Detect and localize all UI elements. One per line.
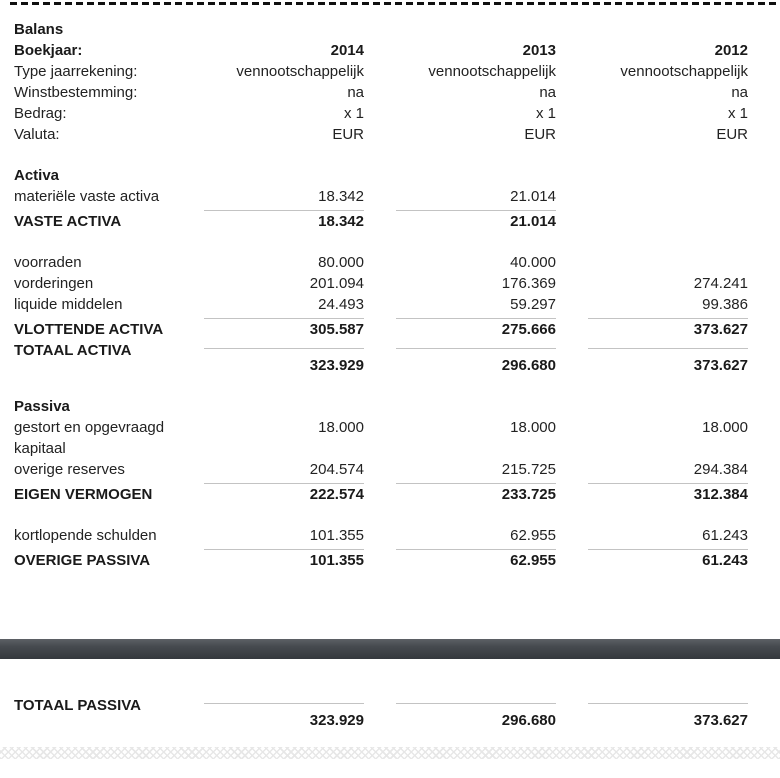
value-cell: x 1 [727, 105, 748, 122]
row-label: materiële vaste activa [14, 188, 160, 205]
table-row [14, 695, 748, 731]
value-cell: 59.297 [396, 294, 556, 319]
value-cell: 18.342 [318, 213, 364, 230]
value-cell: 204.574 [204, 459, 364, 484]
value-cell: 21.014 [396, 186, 556, 211]
table-row [14, 550, 748, 571]
table-row [14, 211, 748, 232]
row-label: voorraden [14, 254, 82, 271]
value-cell: x 1 [535, 105, 556, 122]
value-cell: vennootschappelijk [620, 63, 748, 80]
value-cell: 21.014 [510, 213, 556, 230]
value-cell: EUR [524, 126, 556, 143]
table-row [14, 82, 748, 103]
row-label: TOTAAL ACTIVA [14, 342, 132, 359]
table-row [14, 273, 748, 294]
value-cell: 18.000 [510, 419, 556, 436]
table-row [14, 61, 748, 82]
value-cell: 2014 [330, 42, 364, 59]
row-label: VASTE ACTIVA [14, 213, 122, 230]
table-row [14, 252, 748, 273]
horizontal-divider-bar [0, 639, 780, 659]
totaal-passiva-area [14, 695, 748, 731]
table-row [14, 294, 748, 319]
value-cell: 323.929 [204, 348, 364, 376]
value-cell: na [539, 84, 556, 101]
value-cell: 18.342 [204, 186, 364, 211]
value-cell: 233.725 [501, 486, 556, 503]
value-cell: 62.955 [396, 525, 556, 550]
value-cell: 275.666 [501, 321, 556, 338]
value-cell: EUR [332, 126, 364, 143]
row-label: OVERIGE PASSIVA [14, 552, 151, 569]
row-label: Winstbestemming: [14, 84, 138, 101]
row-label: Bedrag: [14, 105, 67, 122]
value-cell: 80.000 [318, 254, 364, 271]
value-cell: 62.955 [510, 552, 556, 569]
value-cell: 373.627 [588, 703, 748, 731]
row-label: liquide middelen [14, 296, 123, 313]
value-cell: 2013 [522, 42, 556, 59]
value-cell: 274.241 [693, 275, 748, 292]
balance-sheet-content [0, 5, 780, 571]
row-label: overige reserves [14, 461, 125, 478]
page-title: Balans [14, 21, 64, 38]
value-cell: 373.627 [693, 321, 748, 338]
row-label: vorderingen [14, 275, 94, 292]
value-cell: 373.627 [588, 348, 748, 376]
value-cell: EUR [716, 126, 748, 143]
value-cell: 312.384 [693, 486, 748, 503]
totals-footer [0, 695, 780, 731]
row-label: Valuta: [14, 126, 60, 143]
table-row [14, 186, 748, 211]
value-cell: 40.000 [510, 254, 556, 271]
row-label: Boekjaar: [14, 42, 83, 59]
value-cell: 2012 [714, 42, 748, 59]
value-cell: 101.355 [309, 552, 364, 569]
table-row [14, 340, 748, 376]
row-label: VLOTTENDE ACTIVA [14, 321, 164, 338]
value-cell: 201.094 [309, 275, 364, 292]
value-cell: 101.355 [204, 525, 364, 550]
value-cell: 305.587 [309, 321, 364, 338]
report-meta-rows [14, 40, 748, 145]
table-row [14, 459, 748, 484]
table-row [14, 417, 748, 459]
value-cell: 176.369 [501, 275, 556, 292]
row-label: TOTAAL PASSIVA [14, 697, 141, 714]
balance-sections [14, 165, 748, 571]
row-label: Type jaarrekening: [14, 63, 138, 80]
table-row [14, 525, 748, 550]
table-row [14, 319, 748, 340]
bottom-texture-strip [0, 747, 780, 759]
row-label: gestort en opgevraagd kapitaal [14, 419, 165, 457]
table-row [14, 484, 748, 505]
value-cell: 296.680 [396, 703, 556, 731]
value-cell: 61.243 [588, 525, 748, 550]
value-cell: 222.574 [309, 486, 364, 503]
value-cell: 18.000 [702, 419, 748, 436]
value-cell: 61.243 [702, 552, 748, 569]
spacer-row [14, 505, 748, 525]
value-cell: na [731, 84, 748, 101]
value-cell: vennootschappelijk [428, 63, 556, 80]
value-cell: 323.929 [204, 703, 364, 731]
section-heading: Activa [14, 167, 60, 184]
value-cell: 18.000 [318, 419, 364, 436]
table-row [14, 103, 748, 124]
row-label: kortlopende schulden [14, 527, 157, 544]
value-cell: vennootschappelijk [236, 63, 364, 80]
value-cell: na [347, 84, 364, 101]
value-cell: 24.493 [204, 294, 364, 319]
value-cell: 215.725 [396, 459, 556, 484]
balance-sheet-page [0, 2, 780, 759]
section-heading: Passiva [14, 398, 70, 415]
value-cell: 294.384 [588, 459, 748, 484]
spacer-row [14, 232, 748, 252]
row-label: EIGEN VERMOGEN [14, 486, 153, 503]
value-cell: 296.680 [396, 348, 556, 376]
table-row [14, 124, 748, 145]
table-row [14, 40, 748, 61]
value-cell: 99.386 [588, 294, 748, 319]
value-cell: x 1 [343, 105, 364, 122]
